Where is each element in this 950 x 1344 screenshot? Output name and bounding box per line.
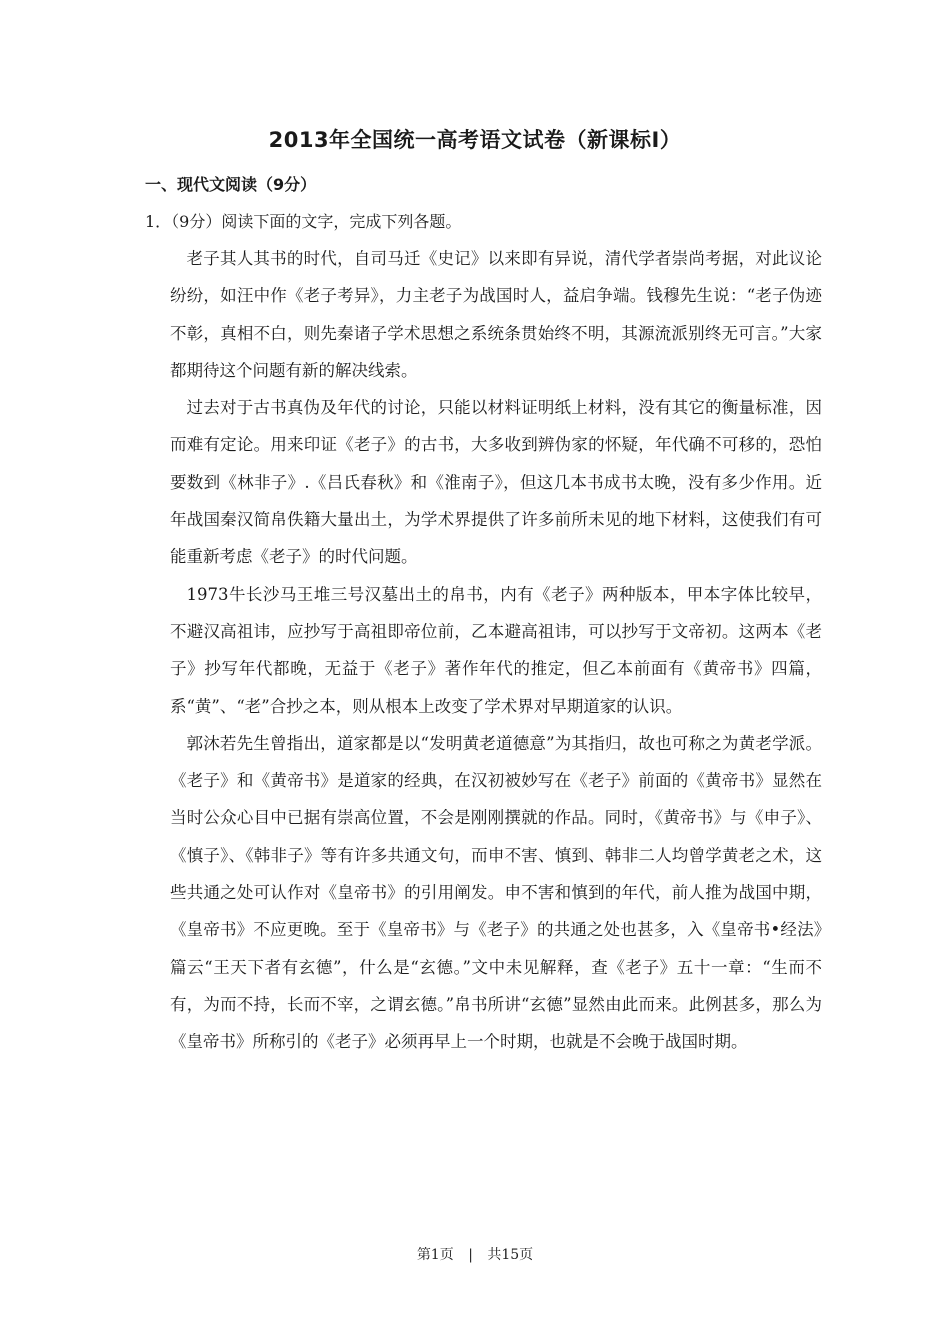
passage-paragraph-3: 1973牛长沙马王堆三号汉墓出土的帛书，内有《老子》两种版本，甲本字体比较早，不避汉高祖讳，应抄写于高祖即帝位前，乙本避高祖讳，可以抄写于文帝初。这两本《老子》抄写年代都晚，无益于《老子》著作年代的推定，但乙本前面有《黄帝书》四篇，系“黄”、“老”合抄之本，则从根本上改变了学术界对早期道家的认识。 bbox=[170, 584, 822, 716]
passage-paragraph-4: 郭沐若先生曾指出，道家都是以“发明黄老道德意”为其指归，故也可称之为黄老学派。《老子》和《黄帝书》是道家的经典，在汉初被妙写在《老子》前面的《黄帝书》显然在当时公众心目中已据有崇高位置，不会是刚刚撰就的作品。同时，《黄帝书》与《申子》、《慎子》、《韩非子》等有许多共通文句，而申不害、慎到、韩非二人均曾学黄老之术，这些共通之处可认作对《皇帝书》的引用阐发。申不害和慎到的年代，前人推为战国中期，《皇帝书》不应更晚。至于《皇帝书》与《老子》的共通之处也甚多，入《皇帝书•经法》篇云“王天下者有玄德”，什么是“玄德。”文中未见解释，查《老子》五十一章：“生而不有，为而不持，长而不宰，之谓玄德。”帛书所讲“玄德”显然由此而来。此例甚多，那么为《皇帝书》所称引的《老子》必须再早上一个时期，也就是不会晚于战国时期。 bbox=[170, 733, 822, 1052]
page-footer bbox=[0, 1244, 950, 1264]
page-number: 第1页 bbox=[416, 1247, 454, 1263]
page-total: 共15页 bbox=[487, 1247, 534, 1263]
question-label: 1．（9分）阅读下面的文字，完成下列各题。 bbox=[145, 212, 462, 231]
passage-paragraph-2: 过去对于古书真伪及年代的讨论，只能以材料证明纸上材料，没有其它的衡量标准，因而难有定论。用来印证《老子》的古书，大多收到辨伪家的怀疑，年代确不可移的，恐怕要数到《林非子》.《吕氏春秋》和《淮南子》，但这几本书成书太晚，没有多少作用。近年战国秦汉简帛佚籍大量出土，为学术界提供了许多前所未见的地下材料，这使我们有可能重新考虑《老子》的时代问题。 bbox=[170, 398, 822, 567]
section-heading: 一、现代文阅读（9分） bbox=[145, 175, 317, 194]
passage-paragraph-1: 老子其人其书的时代，自司马迁《史记》以来即有异说，清代学者崇尚考据，对此议论纷纷，如汪中作《老子考异》，力主老子为战国时人，益启争端。钱穆先生说：“老子伪迹不彰，真相不白，则先秦诸子学术思想之系统条贯始终不明，其源流派别终无可言。”大家都期待这个问题有新的解决线索。 bbox=[170, 249, 822, 380]
reading-passage bbox=[170, 240, 822, 1061]
footer-separator: | bbox=[468, 1247, 473, 1263]
exam-title: 2013年全国统一高考语文试卷（新课标Ⅰ） bbox=[268, 128, 682, 152]
